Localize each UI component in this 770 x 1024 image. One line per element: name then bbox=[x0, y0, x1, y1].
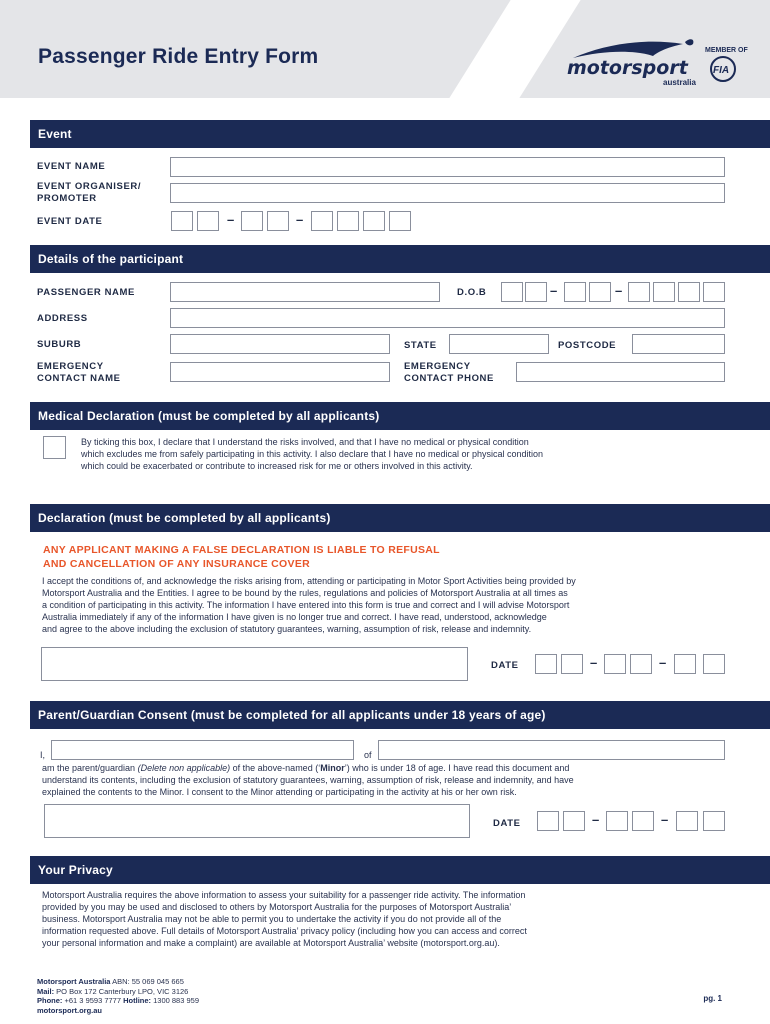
suburb-field[interactable] bbox=[170, 334, 390, 354]
date-separator: – bbox=[227, 212, 235, 227]
event-date-year-3[interactable] bbox=[363, 211, 385, 231]
dob-year-4[interactable] bbox=[703, 282, 725, 302]
guardian-text-line-3: explained the contents to the Minor. I consent to the Minor attending or participating in the activity at his or her own risk. bbox=[42, 787, 517, 797]
passenger-name-field[interactable] bbox=[170, 282, 440, 302]
privacy-text-line-4: information requested above. Full details of Motorsport Australia’ privacy policy (including how you can access and correct bbox=[42, 926, 527, 936]
event-date-month-1[interactable] bbox=[241, 211, 263, 231]
dob-year-3[interactable] bbox=[678, 282, 700, 302]
event-organiser-label-2: PROMOTER bbox=[37, 193, 97, 204]
declaration-date-label: DATE bbox=[491, 660, 519, 671]
event-organiser-field[interactable] bbox=[170, 183, 725, 203]
dob-label: D.O.B bbox=[457, 287, 487, 298]
declaration-date-month-2[interactable] bbox=[630, 654, 652, 674]
declaration-warning-line-1: ANY APPLICANT MAKING A FALSE DECLARATION IS LIABLE TO REFUSAL bbox=[43, 544, 440, 556]
address-label: ADDRESS bbox=[37, 313, 88, 324]
emergency-name-label-2: CONTACT NAME bbox=[37, 373, 121, 384]
motorsport-australia-logo bbox=[565, 36, 755, 88]
event-name-field[interactable] bbox=[170, 157, 725, 177]
guardian-signature-field[interactable] bbox=[44, 804, 470, 838]
section-privacy-heading: Your Privacy bbox=[30, 856, 770, 884]
passenger-name-label: PASSENGER NAME bbox=[37, 287, 135, 298]
guardian-of-label: of bbox=[364, 750, 372, 760]
event-date-year-4[interactable] bbox=[389, 211, 411, 231]
declaration-warning-line-2: AND CANCELLATION OF ANY INSURANCE COVER bbox=[43, 558, 311, 570]
dob-month-2[interactable] bbox=[589, 282, 611, 302]
emergency-phone-field[interactable] bbox=[516, 362, 725, 382]
declaration-text-line-5: and agree to the above including the exclusion of statutory guarantees, warning, assumption of risk, release and indemnity. bbox=[42, 624, 532, 634]
page-number: pg. 1 bbox=[703, 994, 722, 1003]
emergency-phone-label-2: CONTACT PHONE bbox=[404, 373, 494, 384]
state-field[interactable] bbox=[449, 334, 549, 354]
date-separator: – bbox=[550, 283, 558, 298]
date-separator: – bbox=[659, 655, 667, 670]
svg-text:MEMBER OF: MEMBER OF bbox=[705, 47, 748, 54]
declaration-date-year-1[interactable] bbox=[674, 654, 696, 674]
guardian-name-field[interactable] bbox=[51, 740, 354, 760]
guardian-text-line-1: am the parent/guardian (Delete non applicable) of the above-named (‘Minor’) who is under 18 of age. I have read this document and bbox=[42, 763, 570, 773]
medical-text-line-2: which excludes me from safely participating in this activity. I also declare that I have no medical or physical condition bbox=[81, 449, 544, 459]
guardian-minor-name-field[interactable] bbox=[378, 740, 725, 760]
dob-day-1[interactable] bbox=[501, 282, 523, 302]
date-separator: – bbox=[592, 812, 600, 827]
guardian-date-month-1[interactable] bbox=[606, 811, 628, 831]
section-guardian-heading: Parent/Guardian Consent (must be completed for all applicants under 18 years of age) bbox=[30, 701, 770, 729]
decorative-stripe bbox=[449, 0, 580, 98]
date-separator: – bbox=[590, 655, 598, 670]
declaration-date-year-2[interactable] bbox=[703, 654, 725, 674]
event-date-day-1[interactable] bbox=[171, 211, 193, 231]
declaration-date-month-1[interactable] bbox=[604, 654, 626, 674]
svg-text:motorsport: motorsport bbox=[567, 57, 688, 79]
privacy-text-line-1: Motorsport Australia requires the above information to assess your suitability for a passenger ride activity. The information bbox=[42, 890, 526, 900]
section-participant-heading: Details of the participant bbox=[30, 245, 770, 273]
guardian-date-year-2[interactable] bbox=[703, 811, 725, 831]
guardian-i-label: I, bbox=[40, 750, 46, 760]
postcode-label: POSTCODE bbox=[558, 340, 617, 351]
dob-year-2[interactable] bbox=[653, 282, 675, 302]
dob-month-1[interactable] bbox=[564, 282, 586, 302]
footer-contact: Motorsport Australia ABN: 55 069 045 665 Mail: PO Box 172 Canterbury LPO, VIC 3126 Phone: +61 3 9593 7777 Hotline: 1300 883 959 motorsport.org.au bbox=[37, 977, 199, 1015]
event-date-year-1[interactable] bbox=[311, 211, 333, 231]
section-medical-heading: Medical Declaration (must be completed by all applicants) bbox=[30, 402, 770, 430]
declaration-signature-field[interactable] bbox=[41, 647, 468, 681]
privacy-text-line-2: provided by you may be used and disclosed to others by Motorsport Australia for the purposes of Motorsport Australia’ bbox=[42, 902, 512, 912]
emergency-phone-label-1: EMERGENCY bbox=[404, 361, 471, 372]
page-title: Passenger Ride Entry Form bbox=[38, 45, 319, 68]
declaration-date-day-1[interactable] bbox=[535, 654, 557, 674]
address-field[interactable] bbox=[170, 308, 725, 328]
declaration-text-line-1: I accept the conditions of, and acknowledge the risks arising from, attending or participating in Motor Sport Activities being provided by bbox=[42, 576, 576, 586]
emergency-name-label-1: EMERGENCY bbox=[37, 361, 104, 372]
medical-text-line-3: which could be exacerbated or contribute to increased risk for me or others involved in this activity. bbox=[81, 461, 473, 471]
declaration-text-line-2: Motorsport Australia and the Entities. I agree to be bound by the rules, regulations and policies of Motorsport Australia at all times as bbox=[42, 588, 568, 598]
declaration-date-day-2[interactable] bbox=[561, 654, 583, 674]
event-date-month-2[interactable] bbox=[267, 211, 289, 231]
medical-text-line-1: By ticking this box, I declare that I understand the risks involved, and that I have no medical or physical condition bbox=[81, 437, 529, 447]
guardian-text-line-2: understand its contents, including the exclusion of statutory guarantees, warning, assumption of risk, release and indemnity, and have bbox=[42, 775, 574, 785]
event-organiser-label-1: EVENT ORGANISER/ bbox=[37, 181, 142, 192]
dob-day-2[interactable] bbox=[525, 282, 547, 302]
privacy-text-line-5: your personal information and make a complaint) are available at Motorsport Australia’ website (motorsport.org.au). bbox=[42, 938, 500, 948]
medical-declaration-checkbox[interactable] bbox=[43, 436, 66, 459]
postcode-field[interactable] bbox=[632, 334, 725, 354]
footer-website-link[interactable]: motorsport.org.au bbox=[37, 1005, 102, 1015]
guardian-date-month-2[interactable] bbox=[632, 811, 654, 831]
dob-year-1[interactable] bbox=[628, 282, 650, 302]
event-date-day-2[interactable] bbox=[197, 211, 219, 231]
guardian-date-day-1[interactable] bbox=[537, 811, 559, 831]
guardian-date-label: DATE bbox=[493, 818, 521, 829]
date-separator: – bbox=[661, 812, 669, 827]
emergency-name-field[interactable] bbox=[170, 362, 390, 382]
state-label: STATE bbox=[404, 340, 437, 351]
section-event-heading: Event bbox=[30, 120, 770, 148]
suburb-label: SUBURB bbox=[37, 339, 82, 350]
declaration-text-line-3: a condition of participating in this activity. The information I have entered into this form is true and correct and I will advise Motorsport bbox=[42, 600, 570, 610]
svg-text:australia: australia bbox=[663, 78, 696, 87]
section-declaration-heading: Declaration (must be completed by all applicants) bbox=[30, 504, 770, 532]
date-separator: – bbox=[615, 283, 623, 298]
event-name-label: EVENT NAME bbox=[37, 161, 106, 172]
event-date-year-2[interactable] bbox=[337, 211, 359, 231]
event-date-label: EVENT DATE bbox=[37, 216, 103, 227]
guardian-date-year-1[interactable] bbox=[676, 811, 698, 831]
date-separator: – bbox=[296, 212, 304, 227]
guardian-date-day-2[interactable] bbox=[563, 811, 585, 831]
declaration-text-line-4: Australia immediately if any of the information I have given is no longer true and correct. I have read, understood, acknowledge bbox=[42, 612, 547, 622]
privacy-text-line-3: business. Motorsport Australia may not be able to permit you to undertake the activity if you do not provide all of the bbox=[42, 914, 502, 924]
svg-text:FIA: FIA bbox=[713, 65, 730, 76]
